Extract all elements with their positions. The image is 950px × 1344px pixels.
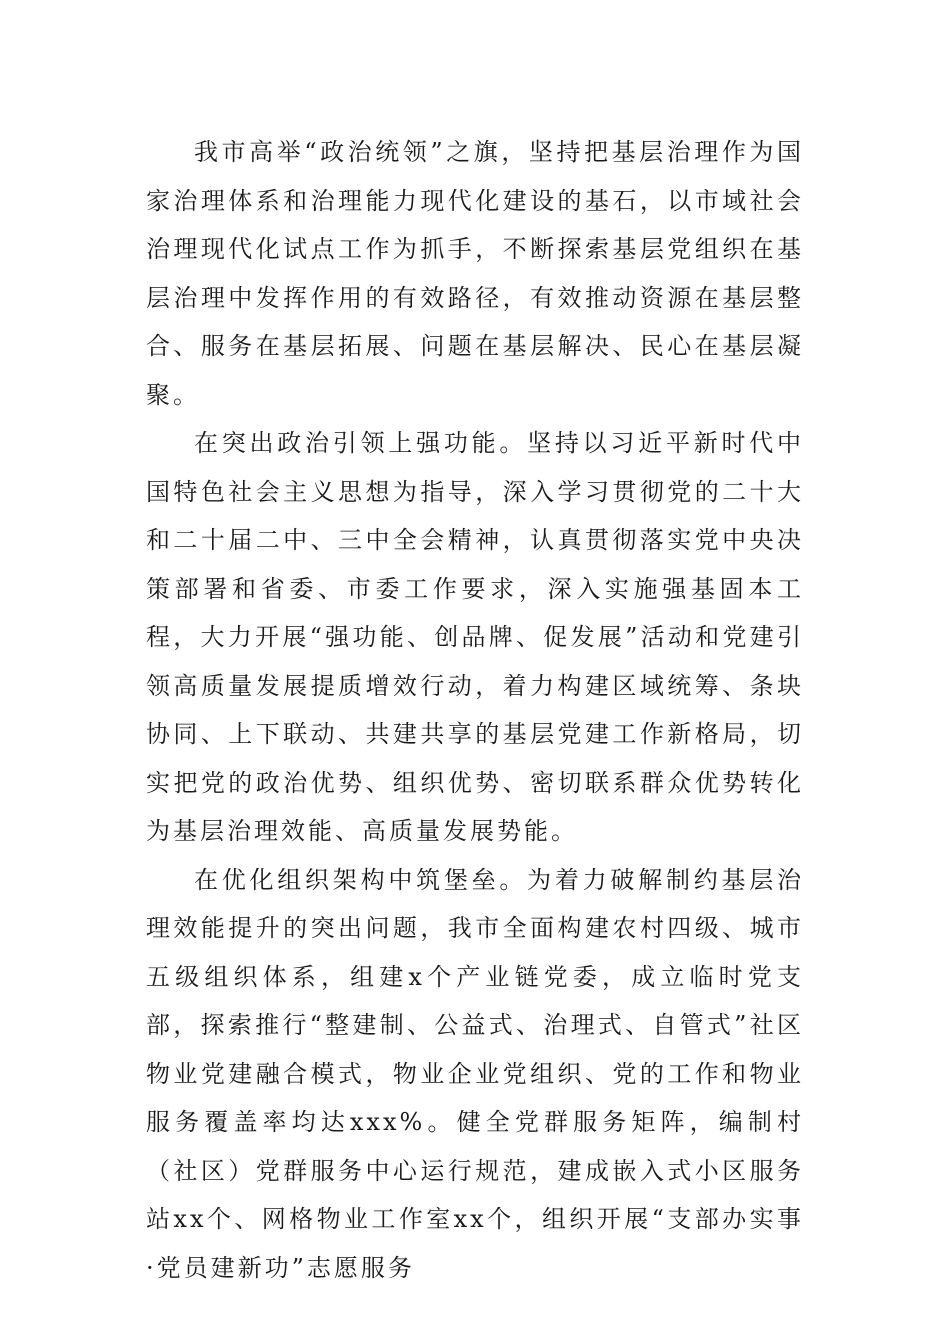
paragraph-political-leadership: 在突出政治引领上强功能。坚持以习近平新时代中国特色社会主义思想为指导，深入学习贯彻党的二十大和二十届二中、三中全会精神，认真贯彻落实党中央决策部署和省委、市委工作要求，深入实施强基固本工程，大力开展“强功能、创品牌、促发展”活动和党建引领高质量发展提质增效行动，着力构建区域统筹、条块协同、上下联动、共建共享的基层党建工作新格局，切实把党的政治优势、组织优势、密切联系群众优势转化为基层治理效能、高质量发展势能。 [146, 429, 804, 845]
document-page [146, 128, 804, 1292]
paragraph-intro: 我市高举“政治统领”之旗，坚持把基层治理作为国家治理体系和治理能力现代化建设的基石，以市域社会治理现代化试点工作为抓手，不断探索基层党组织在基层治理中发挥作用的有效路径，有效推动资源在基层整合、服务在基层拓展、问题在基层解决、民心在基层凝聚。 [146, 138, 804, 409]
paragraph-organization-structure: 在优化组织架构中筑堡垒。为着力破解制约基层治理效能提升的突出问题，我市全面构建农村四级、城市五级组织体系，组建x个产业链党委，成立临时党支部，探索推行“整建制、公益式、治理式、自管式”社区物业党建融合模式，物业企业党组织、党的工作和物业服务覆盖率均达xxx%。健全党群服务矩阵，编制村（社区）党群服务中心运行规范，建成嵌入式小区服务站xx个、网格物业工作室xx个，组织开展“支部办实事·党员建新功”志愿服务 [146, 865, 804, 1282]
